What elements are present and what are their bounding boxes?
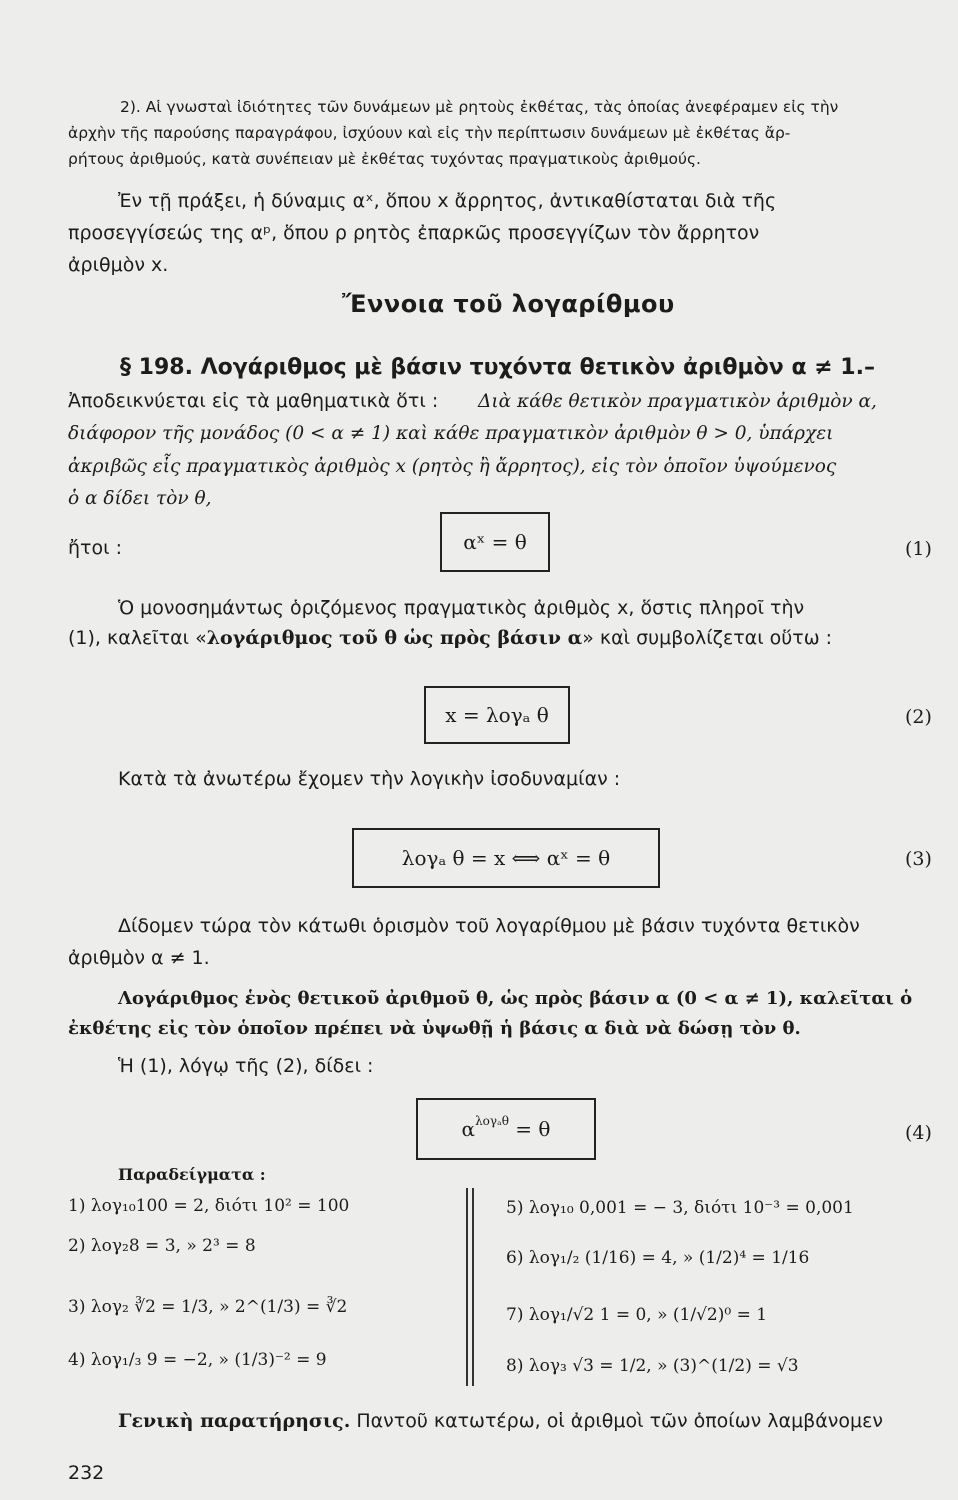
section-intro: Ἀποδεικνύεται εἰς τὰ μαθηματικὰ ὅτι : [68, 390, 439, 412]
theorem-line2: διάφορον τῆς μονάδος (0 < α ≠ 1) καὶ κάθε πραγματικὸν ἀριθμὸν θ > 0, ὑπάρχει [68, 423, 834, 444]
example-7: 7) λογ₁/√2 1 = 0, » (1/√2)⁰ = 1 [506, 1305, 768, 1325]
def-line2-start: (1), καλεῖται « [68, 627, 207, 649]
bold-def-line1: Λογάριθμος ἑνὸς θετικοῦ ἀριθμοῦ θ, ὡς πρὸς βάσιν α (0 < α ≠ 1), καλεῖται ὁ [118, 988, 913, 1009]
remark-text: Παντοῦ κατωτέρω, οἱ ἀριθμοὶ τῶν ὁποίων λαμβάνομεν [350, 1410, 884, 1432]
para2-line2: ἀρχὴν τῆς παρούσης παραγράφου, ἰσχύουν καὶ εἰς τὴν περίπτωσιν δυνάμεων μὲ ἐκθέτας ἄρ- [68, 124, 791, 142]
def-term: λογάριθμος τοῦ θ ὡς πρὸς βάσιν α [206, 627, 583, 649]
eq1-box [440, 512, 550, 572]
eq2-number: (2) [905, 706, 932, 728]
theorem-line3: ἀκριβῶς εἷς πραγματικὸς ἀριθμὸς x (ρητὸς ἢ ἄρρητος), εἰς τὸν ὁποῖον ὑψούμενος [68, 456, 837, 477]
equivalence-text: Κατὰ τὰ ἀνωτέρω ἔχομεν τὴν λογικὴν ἰσοδυναμίαν : [118, 768, 621, 790]
para2-line1: 2). Αἱ γνωσταὶ ἰδιότητες τῶν δυνάμεων μὲ ρητοὺς ἐκθέτας, τὰς ὁποίας ἀνεφέραμεν εἰς τὴν [120, 98, 839, 116]
def-line2-end: » καὶ συμβολίζεται οὕτω : [582, 627, 833, 649]
eq3-box [352, 828, 660, 888]
eq4-number: (4) [905, 1122, 932, 1144]
section-title: § 198. Λογάριθμος μὲ βάσιν τυχόντα θετικὸν ἀριθμὸν α ≠ 1.– [120, 355, 875, 380]
eq2-box [424, 686, 570, 744]
para2-line3: ρήτους ἀριθμούς, κατὰ συνέπειαν μὲ ἐκθέτας τυχόντας πραγματικοὺς ἀριθμούς. [68, 150, 701, 168]
eq1-number: (1) [905, 538, 932, 560]
example-1: 1) λογ₁₀100 = 2, διότι 10² = 100 [68, 1196, 350, 1216]
example-5: 5) λογ₁₀ 0,001 = − 3, διότι 10⁻³ = 0,001 [506, 1198, 854, 1218]
eq1-prefix: ἤτοι : [68, 537, 122, 559]
def-line1: Ὁ μονοσημάντως ὁριζόμενος πραγματικὸς ἀριθμὸς x, ὅστις πληροῖ τὴν [118, 597, 805, 619]
remark-label: Γενικὴ παρατήρησις. [118, 1410, 351, 1432]
column-divider-1 [466, 1188, 468, 1386]
chapter-heading: Ἔννοια τοῦ λογαρίθμου [342, 290, 675, 318]
eq4-base: α [461, 1117, 476, 1141]
eq2-formula: x = λογₐ θ [445, 703, 549, 727]
example-6: 6) λογ₁/₂ (1/16) = 4, » (1/2)⁴ = 1/16 [506, 1248, 810, 1268]
practice-line3: ἀριθμὸν x. [68, 254, 169, 276]
defn2-line2: ἀριθμὸν α ≠ 1. [68, 947, 210, 969]
eq3-formula: λογₐ θ = x ⟺ αˣ = θ [401, 846, 611, 870]
example-8: 8) λογ₃ √3 = 1/2, » (3)^(1/2) = √3 [506, 1356, 799, 1376]
eq1-formula: αˣ = θ [463, 530, 527, 554]
practice-line1: Ἐν τῇ πράξει, ἡ δύναμις αˣ, ὅπου x ἄρρητος, ἀντικαθίσταται διὰ τῆς [118, 190, 777, 212]
theorem-line4: ὁ α δίδει τὸν θ, [68, 488, 212, 509]
bold-def-line2: ἐκθέτης εἰς τὸν ὁποῖον πρέπει νὰ ὑψωθῇ ἡ βάσις α διὰ νὰ δώσῃ τὸν θ. [68, 1018, 801, 1039]
defn2-line1: Δίδομεν τώρα τὸν κάτωθι ὁρισμὸν τοῦ λογαρίθμου μὲ βάσιν τυχόντα θετικὸν [118, 915, 860, 937]
example-2: 2) λογ₂8 = 3, » 2³ = 8 [68, 1236, 256, 1256]
h1-text: Ἡ (1), λόγῳ τῆς (2), δίδει : [118, 1055, 374, 1077]
eq3-number: (3) [905, 848, 932, 870]
general-remark [118, 1410, 883, 1432]
theorem-line1: Διὰ κάθε θετικὸν πραγματικὸν ἀριθμὸν α, [478, 391, 877, 412]
column-divider-2 [472, 1188, 474, 1386]
page-number: 232 [68, 1462, 105, 1484]
practice-line2: προσεγγίσεώς της αᵖ, ὅπου ρ ρητὸς ἐπαρκῶς προσεγγίζων τὸν ἄρρητον [68, 222, 760, 244]
eq4-rest: = θ [515, 1117, 551, 1141]
examples-title: Παραδείγματα : [118, 1165, 266, 1184]
example-4: 4) λογ₁/₃ 9 = −2, » (1/3)⁻² = 9 [68, 1350, 327, 1370]
eq4-box [416, 1098, 596, 1160]
eq4-exponent: λογₐθ [475, 1114, 509, 1128]
def-line2 [68, 627, 832, 649]
example-3: 3) λογ₂ ∛2 = 1/3, » 2^(1/3) = ∛2 [68, 1297, 348, 1317]
